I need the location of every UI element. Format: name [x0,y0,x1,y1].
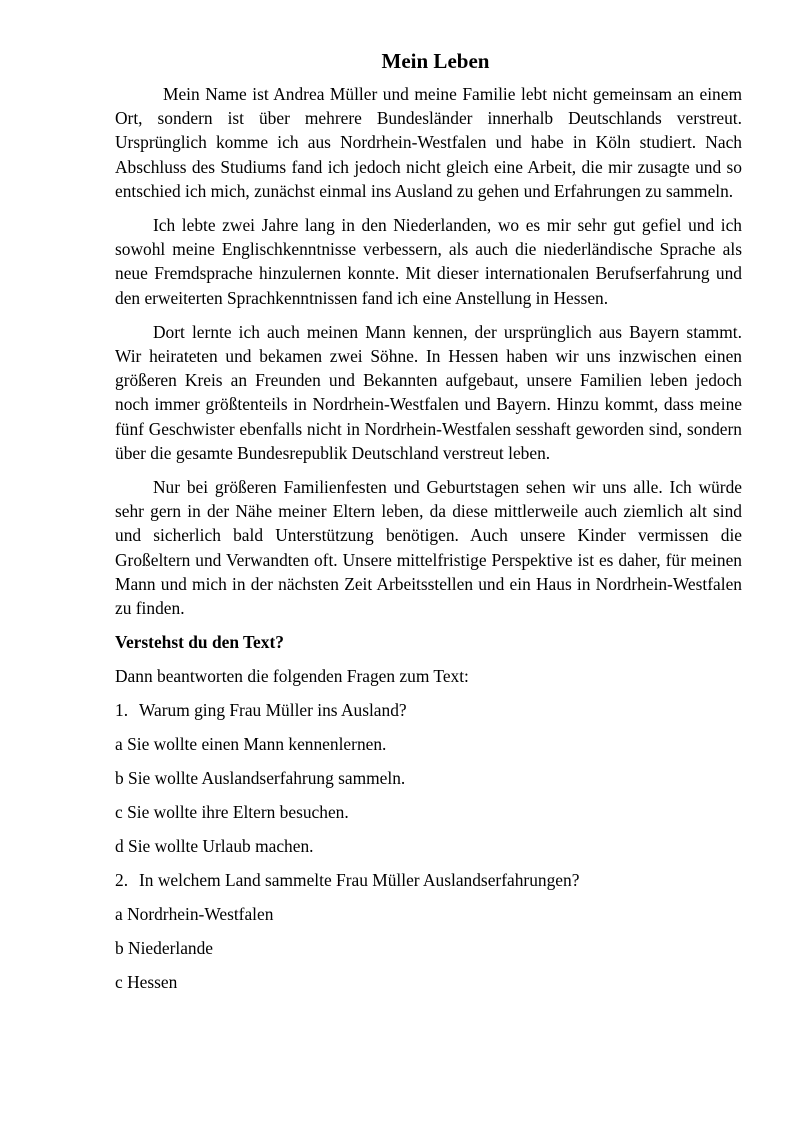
answer-option: d Sie wollte Urlaub machen. [115,836,314,857]
answer-option: b Sie wollte Auslandserfahrung sammeln. [115,768,406,789]
paragraph-2: Ich lebte zwei Jahre lang in den Niederlanden, wo es mir sehr gut gefiel und ich sowohl meine Englischkenntnisse verbessern, als auch die niederländische Sprache als neue Fremdsprache hinzulernen konnte. Mit dieser internationalen Berufserfahrung und den erweiterten Sprachkenntnissen fand ich eine Anstellung in Hessen. [115,215,742,308]
question-text: In welchem Land sammelte Frau Müller Auslandserfahrungen? [139,870,580,891]
question-number: 2. [115,870,129,891]
question-text: Warum ging Frau Müller ins Ausland? [139,700,407,721]
paragraph-1: Mein Name ist Andrea Müller und meine Familie lebt nicht gemeinsam an einem Ort, sondern ist über mehrere Bundesländer innerhalb Deutschlands verstreut. Ursprünglich komme ich aus Nordrhein-Westfalen und habe in Köln studiert. Nach Abschluss des Studiums fand ich jedoch nicht gleich eine Arbeit, die mir zusagte und so entschied ich mich, zunächst einmal ins Ausland zu gehen und Erfahrungen zu sammeln. [115,84,742,201]
answer-option: b Niederlande [115,938,214,959]
paragraph-4: Nur bei größeren Familienfesten und Geburtstagen sehen wir uns alle. Ich würde sehr gern in der Nähe meiner Eltern leben, da diese mittlerweile auch ziemlich alt sind und sicherlich bald Unterstützung benötigen. Auch unsere Kinder vermissen die Großeltern und Verwandten oft. Unsere mittelfristige Perspektive ist es daher, für meinen Mann und mich in der nächsten Zeit Arbeitsstellen und ein Haus in Nordrhein-Westfalen zu finden. [115,477,742,619]
question-2 [115,868,742,892]
answer-option: c Hessen [115,972,178,993]
answer-option: a Nordrhein-Westfalen [115,904,274,925]
quiz-instruction: Dann beantworten die folgenden Fragen zum Text: [115,666,469,687]
document-title: Mein Leben [381,49,490,73]
quiz-heading: Verstehst du den Text? [115,632,284,653]
answer-option: a Sie wollte einen Mann kennenlernen. [115,734,387,755]
question-number: 1. [115,700,129,721]
paragraph-3: Dort lernte ich auch meinen Mann kennen, der ursprünglich aus Bayern stammt. Wir heirateten und bekamen zwei Söhne. In Hessen haben wir uns inzwischen einen größeren Kreis an Freunden und Bekannten aufgebaut, unsere Familien leben jedoch noch immer größtenteils in Nordrhein-Westfalen und Bayern. Hinzu kommt, dass meine fünf Geschwister ebenfalls nicht in Nordrhein-Westfalen sesshaft geworden sind, sondern über die gesamte Bundesrepublik Deutschland verstreut leben. [115,321,742,463]
question-1 [115,698,742,722]
answer-option: c Sie wollte ihre Eltern besuchen. [115,802,349,823]
